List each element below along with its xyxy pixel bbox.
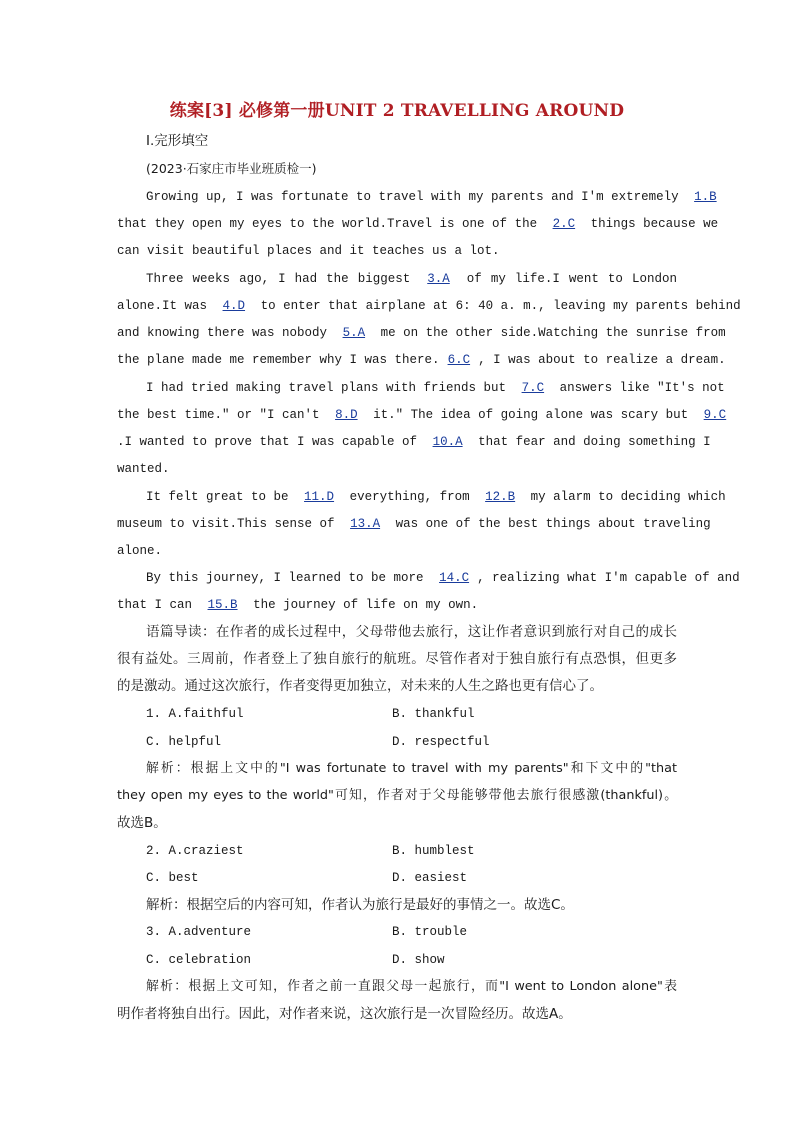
source-note: (2023·石家庄市毕业班质检一) bbox=[146, 161, 317, 176]
answer-blank: 3.A bbox=[427, 272, 450, 286]
answer-blank: 10.A bbox=[432, 435, 463, 449]
page-title: 练案[3] 必修第一册UNIT 2 TRAVELLING AROUND bbox=[169, 101, 625, 121]
option-d: D. respectful bbox=[392, 735, 490, 749]
option-d: D. show bbox=[392, 953, 445, 967]
answer-blank: 7.C bbox=[521, 381, 545, 395]
passage-line: the best time." or "I can't 8.D it." The idea of going alone was scary but 9.C bbox=[117, 406, 677, 424]
option-c: C. best bbox=[146, 871, 199, 885]
option-b: B. humblest bbox=[392, 844, 475, 858]
answer-blank: 11.D bbox=[304, 490, 335, 504]
passage-line: can visit beautiful places and it teaches us a lot. bbox=[117, 244, 500, 258]
passage-line: It felt great to be 11.D everything, from 12.B my alarm to deciding which bbox=[146, 490, 726, 504]
option-b: B. thankful bbox=[392, 707, 475, 721]
guide-text: 很有益处。三周前，作者登上了独自旅行的航班。尽管作者对于独自旅行有点恐惧，但更多 bbox=[117, 651, 677, 667]
passage-line: museum to visit.This sense of 13.A was one of the best things about traveling bbox=[117, 517, 711, 531]
answer-blank: 6.C bbox=[447, 353, 471, 367]
explanation: 解析：根据上文可知，作者之前一直跟父母一起旅行，而"I went to London alone"表 bbox=[146, 979, 677, 994]
passage-line: alone.It was 4.D to enter that airplane at 6: 40 a. m., leaving my parents behind bbox=[117, 299, 741, 313]
explanation: 解析：根据上文中的"I was fortunate to travel with my parents"和下文中的"that bbox=[146, 761, 677, 776]
answer-blank: 9.C bbox=[703, 408, 727, 422]
answer-blank: 13.A bbox=[350, 517, 381, 531]
option-a: 1. A.faithful bbox=[146, 707, 244, 721]
passage-line: the plane made me remember why I was there. 6.C , I was about to realize a dream. bbox=[117, 353, 726, 367]
explanation: they open my eyes to the world"可知，作者对于父母能够带他去旅行很感激(thankful)。 bbox=[117, 788, 677, 803]
option-c: C. celebration bbox=[146, 953, 252, 967]
guide-text: 语篇导读：在作者的成长过程中，父母带他去旅行，这让作者意识到旅行对自己的成长 bbox=[146, 624, 677, 640]
explanation: 故选B。 bbox=[117, 815, 167, 831]
passage-line: that they open my eyes to the world.Travel is one of the 2.C things because we bbox=[117, 217, 719, 231]
passage-line: alone. bbox=[117, 544, 163, 558]
option-a: 2. A.craziest bbox=[146, 844, 244, 858]
answer-blank: 12.B bbox=[485, 490, 516, 504]
option-c: C. helpful bbox=[146, 735, 222, 749]
passage-line: By this journey, I learned to be more 14.C , realizing what I'm capable of and bbox=[146, 571, 740, 585]
answer-blank: 8.D bbox=[335, 408, 358, 422]
passage-line: .I wanted to prove that I was capable of 10.A that fear and doing something I bbox=[117, 435, 711, 449]
section-label: Ⅰ.完形填空 bbox=[146, 133, 209, 149]
answer-blank: 4.D bbox=[222, 299, 246, 313]
option-a: 3. A.adventure bbox=[146, 925, 252, 939]
answer-blank: 1.B bbox=[694, 190, 717, 204]
explanation: 明作者将独自出行。因此，对作者来说，这次旅行是一次冒险经历。故选A。 bbox=[117, 1006, 572, 1022]
passage-line: wanted. bbox=[117, 462, 170, 476]
passage-line: and knowing there was nobody 5.A me on the other side.Watching the sunrise from bbox=[117, 326, 726, 340]
guide-text: 的是激动。通过这次旅行，作者变得更加独立，对未来的人生之路也更有信心了。 bbox=[117, 678, 603, 694]
passage-line: I had tried making travel plans with friends but 7.C answers like "It's not bbox=[146, 381, 725, 395]
passage-line: that I can 15.B the journey of life on my own. bbox=[117, 598, 479, 612]
option-d: D. easiest bbox=[392, 871, 468, 885]
answer-blank: 2.C bbox=[552, 217, 576, 231]
explanation: 解析：根据空后的内容可知，作者认为旅行是最好的事情之一。故选C。 bbox=[146, 897, 574, 913]
passage-line: Growing up, I was fortunate to travel with my parents and I'm extremely 1.B bbox=[146, 188, 677, 206]
answer-blank: 5.A bbox=[342, 326, 366, 340]
passage-line: Three weeks ago, I had the biggest 3.A of my life.I went to London bbox=[146, 272, 677, 286]
answer-blank: 15.B bbox=[207, 598, 238, 612]
answer-blank: 14.C bbox=[439, 571, 470, 585]
option-b: B. trouble bbox=[392, 925, 468, 939]
